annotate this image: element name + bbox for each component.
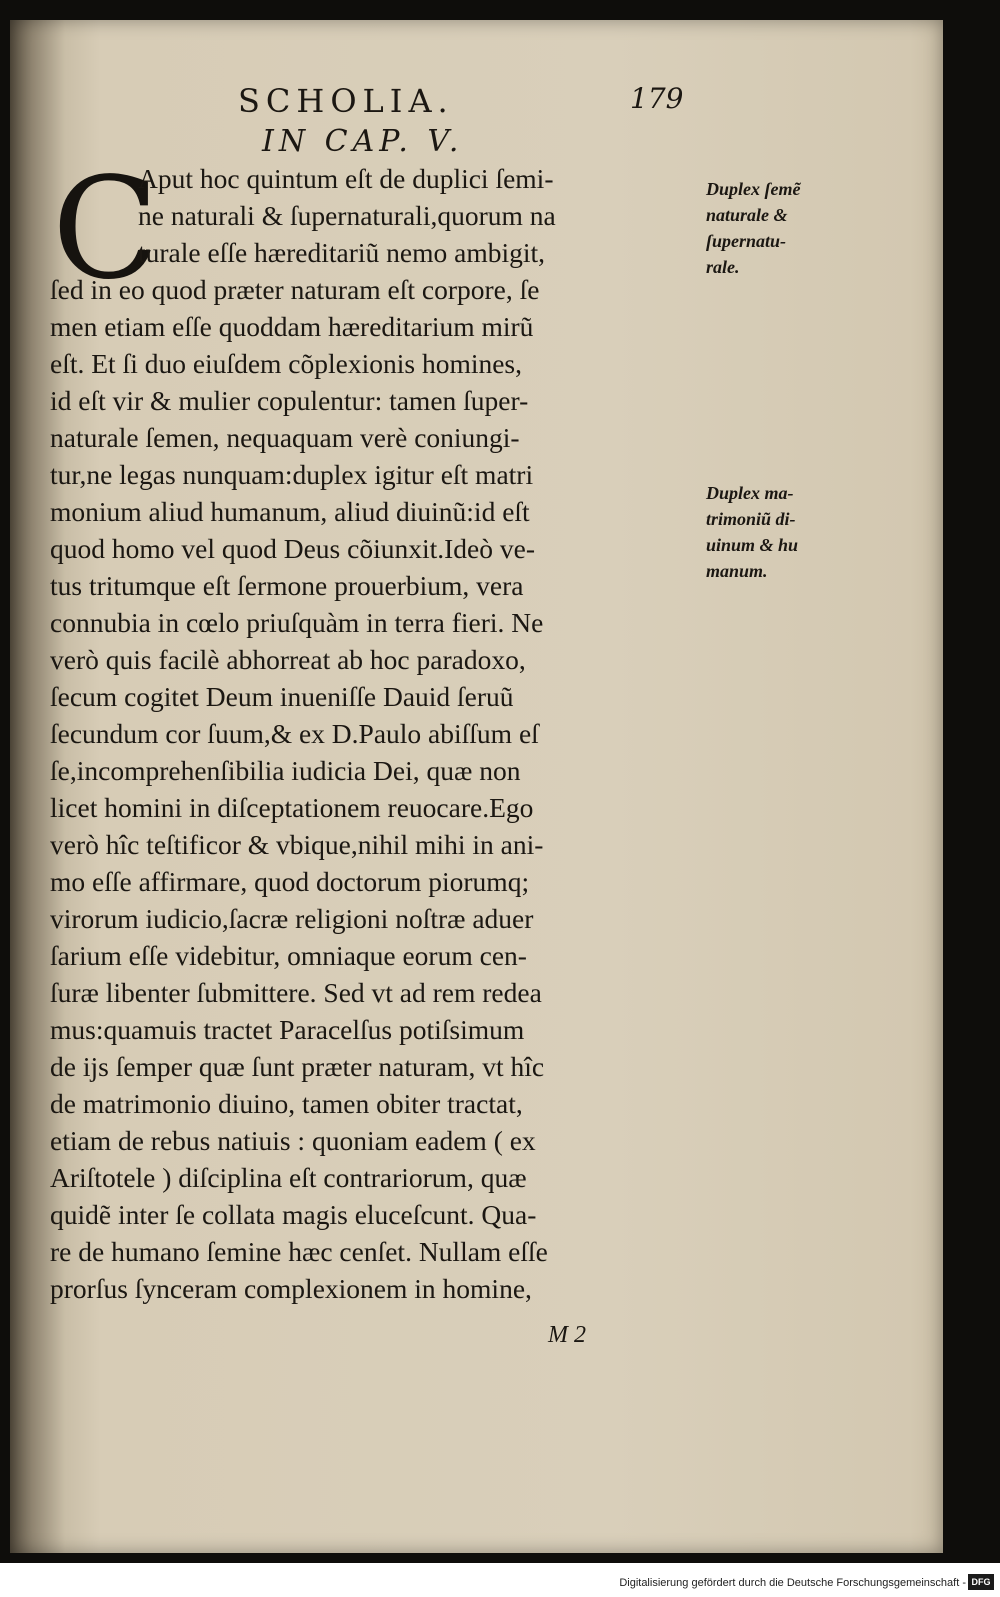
text-line: ne naturali & ſupernaturali,quorum na	[138, 200, 556, 231]
text-line: turale eſſe hæreditariũ nemo ambigit,	[138, 237, 546, 268]
margin-note-line: naturale &	[706, 205, 788, 225]
text-line: Ariſtotele ) diſciplina eſt contrariorum, quæ	[50, 1162, 527, 1193]
text-line: eſt. Et ſi duo eiuſdem cõplexionis homines,	[50, 348, 523, 379]
text-line: tus tritumque eſt ſermone prouerbium, vera	[50, 570, 524, 601]
footer-credit: Digitalisierung gefördert durch die Deutsche Forschungsgemeinschaft -	[619, 1577, 966, 1589]
text-line: ſecundum cor ſuum,& ex D.Paulo abiſſum eſ	[50, 718, 539, 749]
chapter-subheading: IN CAP. V.	[262, 124, 464, 159]
text-line: prorſus ſynceram complexionem in homine,	[50, 1273, 532, 1304]
text-line: quod homo vel quod Deus cõiunxit.Ideò ve-	[50, 533, 535, 564]
text-line: tur,ne legas nunquam:duplex igitur eſt matri	[50, 459, 534, 490]
margin-note-line: manum.	[706, 561, 768, 581]
text-line: ſecum cogitet Deum inueniſſe Dauid ſeruũ	[50, 681, 514, 712]
text-line: ſuræ libenter ſubmittere. Sed vt ad rem redea	[50, 977, 542, 1008]
margin-note-line: trimoniũ di-	[706, 509, 796, 529]
text-line: connubia in cœlo priuſquàm in terra fieri. Ne	[50, 607, 544, 638]
text-line: etiam de rebus natiuis : quoniam eadem ( ex	[50, 1125, 536, 1156]
margin-note-line: Duplex ma-	[706, 483, 794, 503]
text-line: verò quis facilè abhorreat ab hoc paradoxo,	[50, 644, 526, 675]
text-line: men etiam eſſe quoddam hæreditarium mirũ	[50, 311, 534, 342]
text-line: mo eſſe affirmare, quod doctorum piorumq;	[50, 866, 530, 897]
catchword: M 2	[548, 1322, 586, 1348]
dfg-logo-icon: DFG	[968, 1574, 994, 1590]
drop-cap: C	[52, 148, 160, 311]
text-line: de ijs ſemper quæ ſunt præter naturam, vt hîc	[50, 1051, 545, 1082]
margin-note-matrimonium	[706, 480, 856, 584]
text-line: licet homini in diſceptationem reuocare.Ego	[50, 792, 534, 823]
text-line: ſed in eo quod præter naturam eſt corpore, ſe	[50, 274, 540, 305]
text-line: virorum iudicio,ſacræ religioni noſtræ aduer	[50, 903, 534, 934]
text-line: re de humano ſemine hæc cenſet. Nullam eſſe	[50, 1236, 548, 1267]
margin-note-line: rale.	[706, 257, 740, 277]
text-line: id eſt vir & mulier copulentur: tamen ſuper-	[50, 385, 529, 416]
text-line: de matrimonio diuino, tamen obiter tractat,	[50, 1088, 523, 1119]
body-text	[50, 148, 700, 1307]
page-number: 179	[630, 82, 684, 115]
text-line: ſe,incomprehenſibilia iudicia Dei, quæ non	[50, 755, 521, 786]
margin-note-line: uinum & hu	[706, 535, 799, 555]
text-line: verò hîc teſtificor & vbique,nihil mihi in ani-	[50, 829, 544, 860]
margin-note-semen	[706, 176, 856, 280]
margin-note-line: ſupernatu-	[706, 231, 787, 251]
text-line: monium aliud humanum, aliud diuinũ:id eſt	[50, 496, 530, 527]
running-title: SCHOLIA.	[238, 82, 454, 120]
text-line: quidẽ inter ſe collata magis eluceſcunt. Qua-	[50, 1199, 537, 1230]
text-line: mus:quamuis tractet Paracelſus potiſsimum	[50, 1014, 525, 1045]
text-line: naturale ſemen, nequaquam verè coniungi-	[50, 422, 520, 453]
margin-note-line: Duplex ſemẽ	[706, 179, 801, 199]
text-line: Aput hoc quintum eſt de duplici ſemi-	[138, 163, 554, 194]
text-line: ſarium eſſe videbitur, omniaque eorum cen-	[50, 940, 527, 971]
